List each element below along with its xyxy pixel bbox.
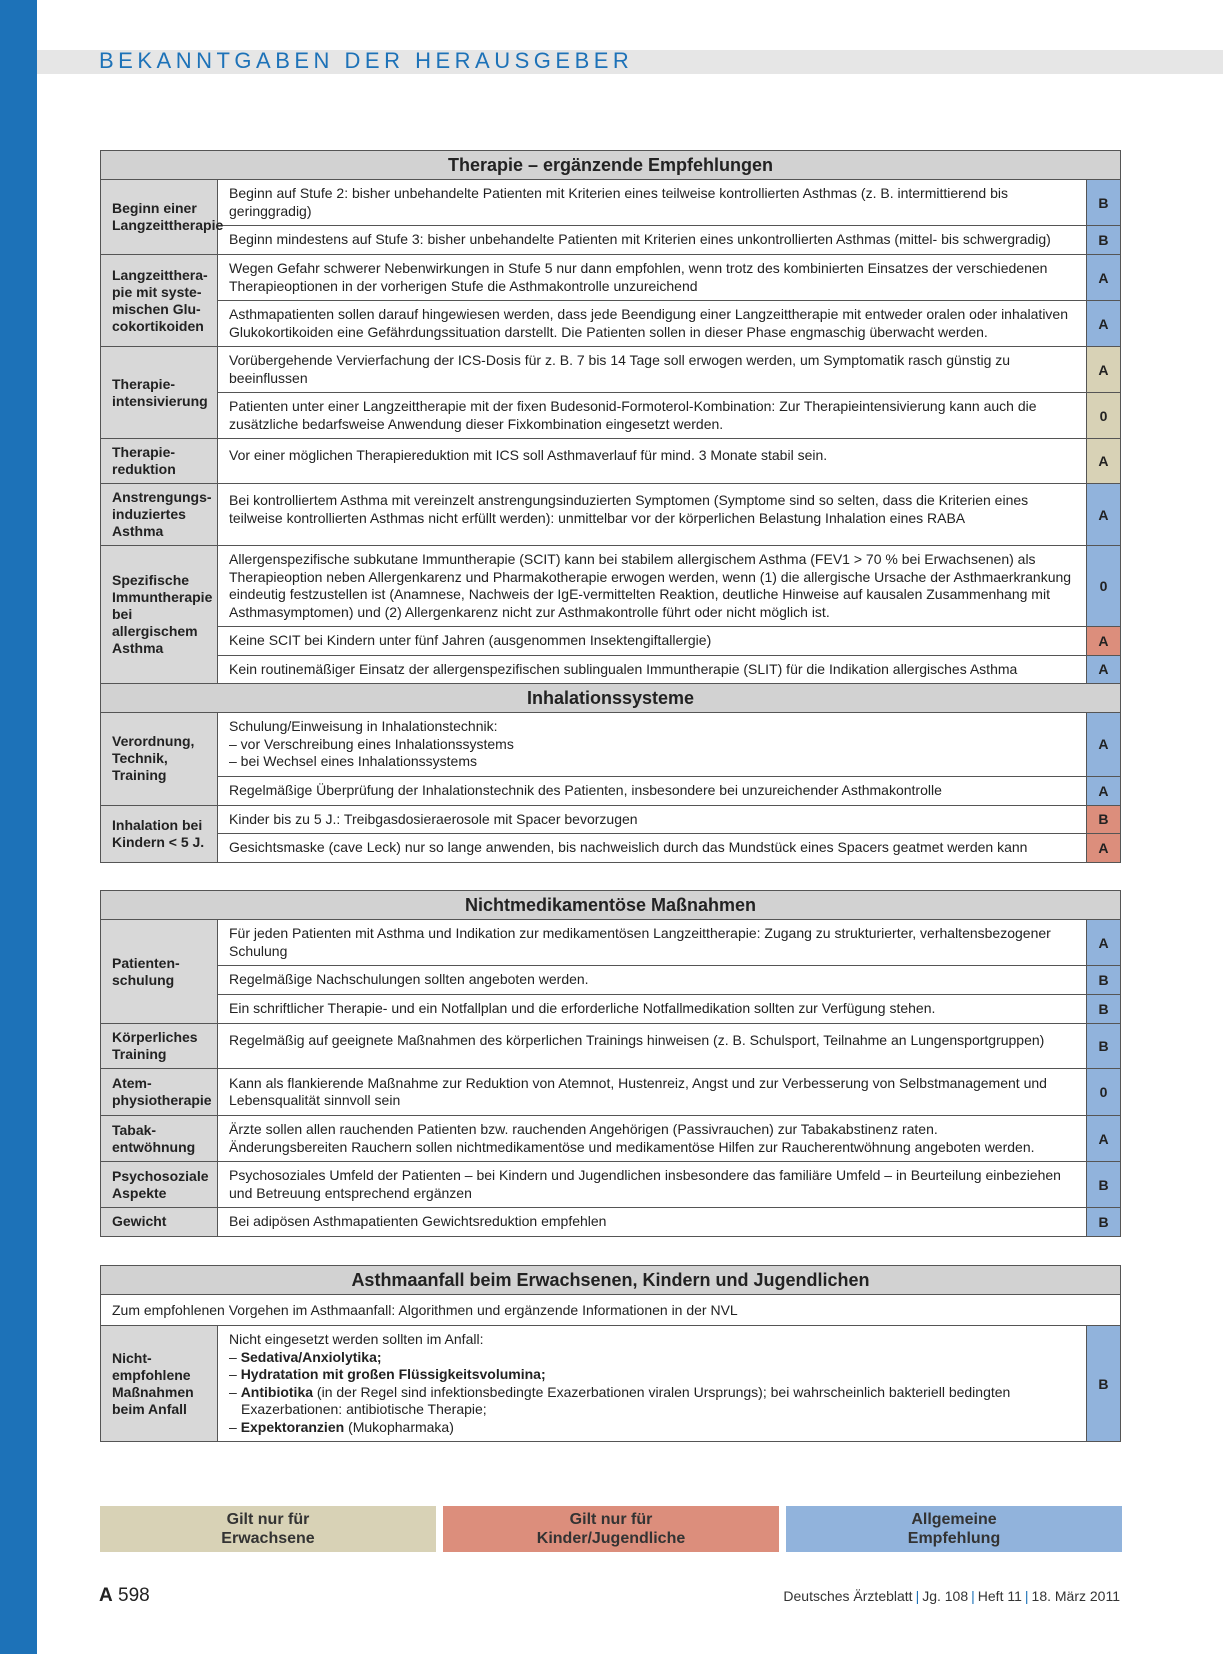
recommendation-text: Kein routinemäßiger Einsatz der allergenspezifischen sublingualen Immuntherapie (SLIT) für die Indikation allergisches Asthma — [218, 655, 1087, 684]
category-label: Therapie- intensivierung — [101, 347, 218, 439]
page-number — [99, 1585, 150, 1607]
category-label: Psychosoziale Aspekte — [101, 1162, 218, 1208]
therapy-table — [100, 150, 1121, 863]
journal-date: 18. März 2011 — [1031, 1588, 1120, 1604]
recommendation-text: Gesichtsmaske (cave Leck) nur so lange anwenden, bis nachweislich durch das Mundstück eines Spacers geatmet werden kann — [218, 834, 1087, 863]
grade-badge: B — [1086, 226, 1120, 255]
grade-badge: 0 — [1086, 546, 1120, 627]
legend-children — [443, 1506, 779, 1552]
grade-badge: A — [1086, 834, 1120, 863]
bold-term: Hydratation mit großen Flüssigkeitsvolumina; — [240, 1366, 546, 1382]
recommendation-text: Kinder bis zu 5 J.: Treibgasdosieraerosole mit Spacer bevorzugen — [218, 805, 1087, 834]
recommendation-text: Keine SCIT bei Kindern unter fünf Jahren (ausgenommen Insektengiftallergie) — [218, 627, 1087, 656]
text-line: – bei Wechsel eines Inhalationssystems — [229, 753, 477, 769]
legend-line: Empfehlung — [907, 1530, 1001, 1547]
journal-issue: Heft 11 — [977, 1588, 1022, 1604]
grade-badge: B — [1087, 1208, 1121, 1237]
grade-badge: B — [1086, 1326, 1120, 1442]
grade-badge: A — [1086, 655, 1120, 684]
recommendation-text: Beginn mindestens auf Stufe 3: bisher unbehandelte Patienten mit Kriterien eines unkontrollierten Asthmas (mittel- bis schwergradig) — [218, 226, 1087, 255]
left-accent-bar — [0, 0, 37, 1654]
category-label: Gewicht — [101, 1208, 218, 1237]
asthma-attack-table-title: Asthmaanfall beim Erwachsenen, Kindern und Jugendlichen — [101, 1266, 1121, 1295]
separator: | — [1024, 1588, 1029, 1604]
therapy-table-title: Therapie – ergänzende Empfehlungen — [101, 151, 1121, 180]
separator: | — [971, 1588, 975, 1604]
grade-badge: 0 — [1086, 393, 1120, 439]
list-item: – Hydratation mit großen Flüssigkeitsvolumina; — [229, 1366, 546, 1382]
list-item: – Antibiotika (in der Regel sind infektionsbedingte Exazerbationen viralen Ursprungs); bei wahrscheinlich bakteriell bedingten Exazerbationen: antibiotische Therapie; — [229, 1383, 1011, 1417]
legend-line: Gilt nur für — [569, 1511, 653, 1528]
legend-general — [786, 1506, 1122, 1552]
recommendation-text: Regelmäßig auf geeignete Maßnahmen des körperlichen Trainings hinweisen (z. B. Schulsport, Teilnahme an Lungensportgruppen) — [218, 1024, 1087, 1069]
category-label: Atem- physiotherapie — [101, 1069, 218, 1116]
legend-line: Allgemeine — [911, 1511, 997, 1528]
grade-badge: A — [1086, 713, 1120, 777]
text-line: Schulung/Einweisung in Inhalationstechnik: — [229, 718, 498, 734]
recommendation-text: Für jeden Patienten mit Asthma und Indikation zur medikamentösen Langzeittherapie: Zugang zu strukturierter, verhaltensbezogener Schulung — [218, 920, 1087, 966]
text-line: Nicht eingesetzt werden sollten im Anfall: — [229, 1331, 484, 1347]
grade-badge: A — [1086, 484, 1120, 546]
page-number-value: 598 — [118, 1585, 150, 1606]
legend-line: Kinder/Jugendliche — [536, 1530, 686, 1547]
non-drug-table — [100, 890, 1121, 1237]
journal-volume: Jg. 108 — [922, 1588, 969, 1604]
recommendation-text: Asthmapatienten sollen darauf hingewiesen werden, dass jede Beendigung einer Langzeittherapie mit entweder oralen oder inhalativen Glukokortikoiden eine Gefährdungssituation darstellt. Die Patienten sollen in dieser Phase engmaschig überwacht werden. — [218, 301, 1087, 347]
recommendation-text: Psychosoziales Umfeld der Patienten – bei Kindern und Jugendlichen insbesondere das familiäre Umfeld – in Beurteilung einbeziehen und Betreuung entsprechend ergänzen — [218, 1162, 1087, 1208]
grade-badge: A — [1087, 920, 1121, 966]
grade-badge: B — [1086, 805, 1120, 834]
grade-badge: B — [1086, 180, 1120, 226]
page-prefix: A — [99, 1585, 113, 1606]
category-label: Beginn einer Langzeittherapie — [101, 180, 218, 255]
separator: | — [915, 1588, 920, 1604]
text-line: Ärzte sollen allen rauchenden Patienten bzw. rauchenden Angehörigen (Passivrauchen) zur Tabakabstinenz raten. — [229, 1121, 938, 1137]
recommendation-text: Wegen Gefahr schwerer Nebenwirkungen in Stufe 5 nur dann empfohlen, wenn trotz des kombinierten Einsatzes der verschiedenen Therapieoptionen in der vorherigen Stufe die Asthmakontrolle unzureichend — [218, 255, 1087, 301]
recommendation-text: Regelmäßige Nachschulungen sollten angeboten werden. — [218, 966, 1087, 995]
grade-badge: 0 — [1087, 1069, 1121, 1116]
recommendation-text: Bei kontrolliertem Asthma mit vereinzelt anstrengungsinduzierten Symptomen (Symptome sind so selten, dass die Kriterien eines teilweise kontrollierten Asthmas nicht erfüllt werden): unmittelbar vor der körperlichen Belastung Inhalation eines RABA — [218, 484, 1087, 546]
grade-badge: A — [1086, 439, 1120, 484]
grade-badge: B — [1087, 995, 1121, 1024]
grade-badge: A — [1086, 347, 1120, 393]
recommendation-text: Kann als flankierende Maßnahme zur Reduktion von Atemnot, Hustenreiz, Angst und zur Verbesserung von Selbstmanagement und Lebensqualität sinnvoll sein — [218, 1069, 1087, 1116]
text-line: Änderungsbereiten Rauchern sollen nichtmedikamentöse und medikamentöse Hilfen zur Raucherentwöhnung angeboten werden. — [229, 1138, 1035, 1155]
journal-name: Deutsches Ärzteblatt — [783, 1588, 913, 1604]
category-label: Patienten- schulung — [101, 920, 218, 1024]
category-label: Körperliches Training — [101, 1024, 218, 1069]
grade-badge: A — [1087, 1116, 1121, 1162]
recommendation-text — [218, 1326, 1087, 1442]
grade-badge: A — [1086, 255, 1120, 301]
category-label: Langzeitthera- pie mit syste- mischen Glu- cokortikoiden — [101, 255, 218, 347]
category-label: Inhalation bei Kindern < 5 J. — [101, 805, 218, 862]
text-line: – vor Verschreibung eines Inhalationssystems — [229, 735, 514, 752]
recommendation-text: Vor einer möglichen Therapiereduktion mit ICS soll Asthmaverlauf für mind. 3 Monate stabil sein. — [218, 439, 1087, 484]
section-header: BEKANNTGABEN DER HERAUSGEBER — [99, 48, 634, 73]
grade-badge: A — [1086, 776, 1120, 805]
recommendation-text: Allergenspezifische subkutane Immuntherapie (SCIT) kann bei stabilem allergischem Asthma (FEV1 > 70 % bei Erwachsenen) als Therapieoption neben Allergenkarenz und Pharmakotherapie erwogen werden, wenn (1) die allergische Ursache der Asthmaerkrankung eindeutig festzustellen ist (Anamnese, Nachweis der IgE-vermittelten Reaktion, deutliche Hinweise auf kausalen Zusammenhang mit Asthmasymptomen) und (2) Allergenkarenz nicht zur Asthmakontrolle führt oder nicht möglich ist. — [218, 546, 1087, 627]
category-label: Nicht- empfohlene Maßnahmen beim Anfall — [101, 1326, 218, 1442]
asthma-attack-table — [100, 1265, 1121, 1442]
bold-term: Antibiotika — [240, 1383, 314, 1400]
grade-badge: B — [1087, 1162, 1121, 1208]
list-item: – Expektoranzien (Mukopharmaka) — [229, 1418, 454, 1435]
recommendation-text: Ein schriftlicher Therapie- und ein Notfallplan und die erforderliche Notfallmedikation sollten zur Verfügung stehen. — [218, 995, 1087, 1024]
recommendation-text: Bei adipösen Asthmapatienten Gewichtsreduktion empfehlen — [218, 1208, 1087, 1237]
category-label: Spezifische Immuntherapie bei allergischem Asthma — [101, 546, 218, 684]
item-detail: (Mukopharmaka) — [348, 1418, 454, 1435]
grade-badge: A — [1086, 627, 1120, 656]
legend-line: Erwachsene — [221, 1530, 315, 1547]
legend-line: Gilt nur für — [226, 1511, 310, 1528]
asthma-attack-intro: Zum empfohlenen Vorgehen im Asthmaanfall: Algorithmen und ergänzende Informationen in der NVL — [101, 1295, 1121, 1326]
category-label: Verordnung, Technik, Training — [101, 713, 218, 806]
grade-badge: A — [1086, 301, 1120, 347]
bold-term: Sedativa/Anxiolytika; — [240, 1348, 382, 1365]
recommendation-text: Beginn auf Stufe 2: bisher unbehandelte Patienten mit Kriterien eines teilweise kontrollierten Asthmas (z. B. intermittierend bis geringgradig) — [218, 180, 1087, 226]
recommendation-text: Vorübergehende Vervierfachung der ICS-Dosis für z. B. 7 bis 14 Tage soll erwogen werden, um Symptomatik rasch günstig zu beeinflussen — [218, 347, 1087, 393]
category-label: Therapie- reduktion — [101, 439, 218, 484]
grade-badge: B — [1087, 966, 1121, 995]
journal-info — [783, 1588, 1120, 1604]
legend-adults — [100, 1506, 436, 1552]
list-item: – Sedativa/Anxiolytika; — [229, 1348, 382, 1365]
recommendation-text — [218, 713, 1087, 777]
inhalation-subtitle: Inhalationssysteme — [101, 684, 1121, 713]
recommendation-text: Regelmäßige Überprüfung der Inhalationstechnik des Patienten, insbesondere bei unzureichender Asthmakontrolle — [218, 776, 1087, 805]
category-label: Anstrengungs- induziertes Asthma — [101, 484, 218, 546]
grade-badge: B — [1087, 1024, 1121, 1069]
category-label: Tabak- entwöhnung — [101, 1116, 218, 1162]
bold-term: Expektoranzien — [240, 1418, 345, 1435]
item-detail: (in der Regel sind infektionsbedingte Exazerbationen viralen Ursprungs); bei wahrscheinlich bakteriell bedingten Exazerbationen: antibiotische Therapie; — [241, 1383, 1011, 1417]
non-drug-table-title: Nichtmedikamentöse Maßnahmen — [101, 891, 1121, 920]
recommendation-text: Patienten unter einer Langzeittherapie mit der fixen Budesonid-Formoterol-Kombination: Zur Therapieintensivierung kann auch die zusätzliche bedarfsweise Anwendung dieser Fixkombination eingesetzt werden. — [218, 393, 1087, 439]
recommendation-text — [218, 1116, 1087, 1162]
